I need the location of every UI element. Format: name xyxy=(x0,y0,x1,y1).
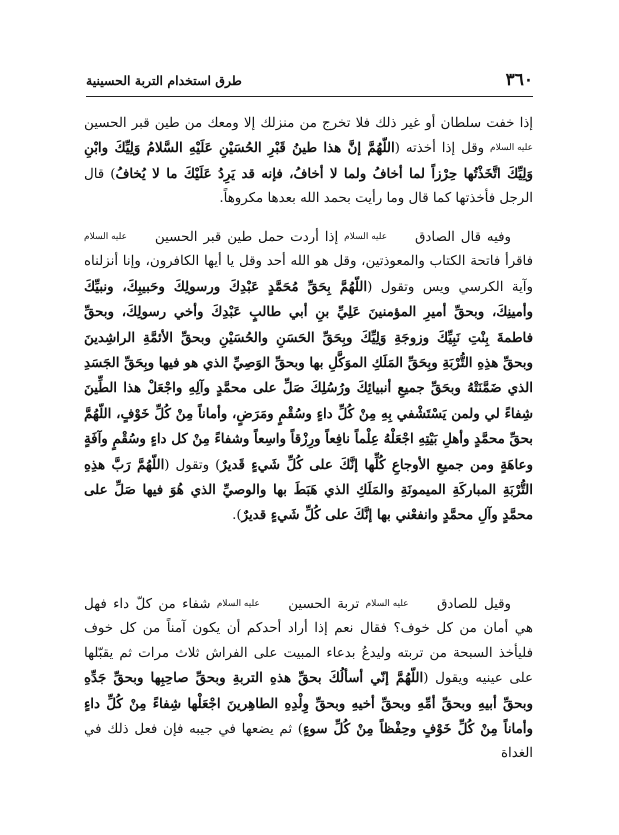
paragraph-2-text-mid2: فاقرأ فاتحة الكتاب والمعوذتين، وقل هو الله أحد وقل يا أيها الكافرون، وإنا أنزلناه وآية الكرسي ويس وتقول ( xyxy=(84,254,533,295)
paragraph-2 xyxy=(84,225,533,529)
paragraph-1-dua: اللّهُمَّ إنَّ هذا طينُ قَبْرِ الحُسَيْنِ عَلَيْهِ السَّلامُ وَلِيِّكَ وابْنِ وَلِيِّكَ اتَّخَذْتُها حِرْزاً لما أخافُ ولما لا أخافُ، فإنه قد يَرِدُ عَلَيْكَ ما لا يُخافُ xyxy=(84,140,533,182)
paragraph-1-text-mid: وقل إذا أخذته ( xyxy=(394,141,485,157)
paragraph-2-text-before: وفيه قال الصادق xyxy=(415,230,512,245)
paragraph-2-text-mid3: ) وتقول ( xyxy=(164,457,221,473)
blessing-mark: عليه السلام xyxy=(84,232,127,242)
blessing-mark: عليه السلام xyxy=(344,232,388,242)
paragraph-3-text-after: ) ثم يضعها في جيبه فإن فعل ذلك في الغداة xyxy=(84,722,533,762)
paragraph-3 xyxy=(84,592,533,767)
running-title: طرق استخدام التربة الحسينية xyxy=(86,73,242,88)
paragraph-2-dua: اللّهُمَّ بِحَقِّ مُحَمَّدٍ عَبْدِكَ ورسولِكَ وحَبيبِكَ، ونبيِّكَ وأمينِكَ، وبحقِّ أميرِ المؤمنينَ عَلِيِّ بنِ أبي طالبٍ عَبْدِكَ وأخي رسولِكَ، وبحقِّ فاطمةَ بِنْتِ نَبِيِّكَ وزوجَةِ وَلِيِّكَ وبِحَقِّ الحَسَنِ والحُسَيْنِ وبحقِّ الأئمَّةِ الراشِدينَ وبحقِّ هذِهِ التُّرْبَةِ وبِحَقِّ المَلَكِ الموَكَّلِ بها وبحقِّ الوَصِيِّ الذي هو فيها وبِحَقِّ الجَسَدِ الذي ضَمَّنَتْهُ وبحَقِّ جميعِ أنبيائِكَ ورُسُلِكَ صَلِّ على محمَّدٍ وآلِهِ واجْعَلْ هذا الطِّينَ شِفاءً لي ولمن يَسْتَشْفي بِهِ مِنْ كُلِّ داءٍ وسُقْمٍ ومَرَضٍ، وأماناً مِنْ كُلِّ خَوْفٍ، اللّهُمَّ بحقِّ محمَّدٍ وأهلِ بَيْتِهِ اجْعَلْهُ عِلْماً نافِعاً ورِزْقاً واسِعاً وشفاءً مِنْ كل داءٍ وسُقْمٍ وآفَةٍ وعاهَةٍ ومن جميعِ الأوجاعِ كُلِّها إنَّكَ على كُلِّ شَيءٍ قَديرٌ xyxy=(84,278,533,473)
blessing-mark: عليه السلام xyxy=(490,143,533,154)
page-header xyxy=(86,70,533,92)
paragraph-1-text-before: إذا خفت سلطان أو غير ذلك فلا تخرج من منزلك إلا ومعك من طين قبر الحسين xyxy=(84,116,533,131)
paragraph-3-text-before: وقيل للصادق xyxy=(437,597,511,612)
page-number: ٣٦٠ xyxy=(505,70,533,90)
paragraph-3-text-mid1: تربة الحسين xyxy=(288,597,360,612)
paragraph-2-text-after: ). xyxy=(232,508,242,524)
paragraph-1-text-after: ) قال الرجل فأخذتها كما قال وما رأيت بحمد الله بعدها مكروهاً. xyxy=(84,166,533,207)
paragraph-2-text-mid1: إذا أردت حمل طين قبر الحسين xyxy=(154,230,339,245)
paragraph-1 xyxy=(84,112,533,212)
paragraph-3-text-mid2: شفاء من كلّ داء فهل هي أمان من كل خوف؟ فقال نعم إذا أراد أحدكم أن يكون آمناً من كل خوف فليأخذ السبحة من تربته وليدعُ بدعاء المبيت على الفراش ثلاث مرات ثم يقبّلها على عينيه ويقول ( xyxy=(84,597,533,687)
blessing-mark: عليه السلام xyxy=(216,599,260,609)
paragraph-3-dua: اللّهُمَّ إنّي أسألُكَ بحقِّ هذهِ التربةِ وبحقِّ صاحِبِها وبحقِّ جَدِّهِ وبحقِّ أبيهِ وبحقِّ أمِّهِ وبحقِّ أخيهِ وبحقِّ وِلْدِهِ الطاهِرينَ اجْعَلْها شِفاءً مِنْ كُلِّ داءٍ وأماناً مِنْ كُلِّ خَوْفٍ وحِفْظاً مِنْ كُلِّ سوءٍ xyxy=(84,670,533,738)
header-divider xyxy=(86,96,533,97)
blessing-mark: عليه السلام xyxy=(365,599,409,609)
paragraph-2-dua-2: اللّهُمَّ رَبَّ هذِهِ التُّرْبَةِ المباركَةِ الميمونَةِ والمَلَكِ الذي هَبَطَ بها والوصيِّ الذي هُوَ فيها صَلِّ على محمَّدٍ وآلِ محمَّدٍ وانفعْني بها إنَّكَ على كُلِّ شَيءٍ قديرٌ xyxy=(84,456,533,524)
